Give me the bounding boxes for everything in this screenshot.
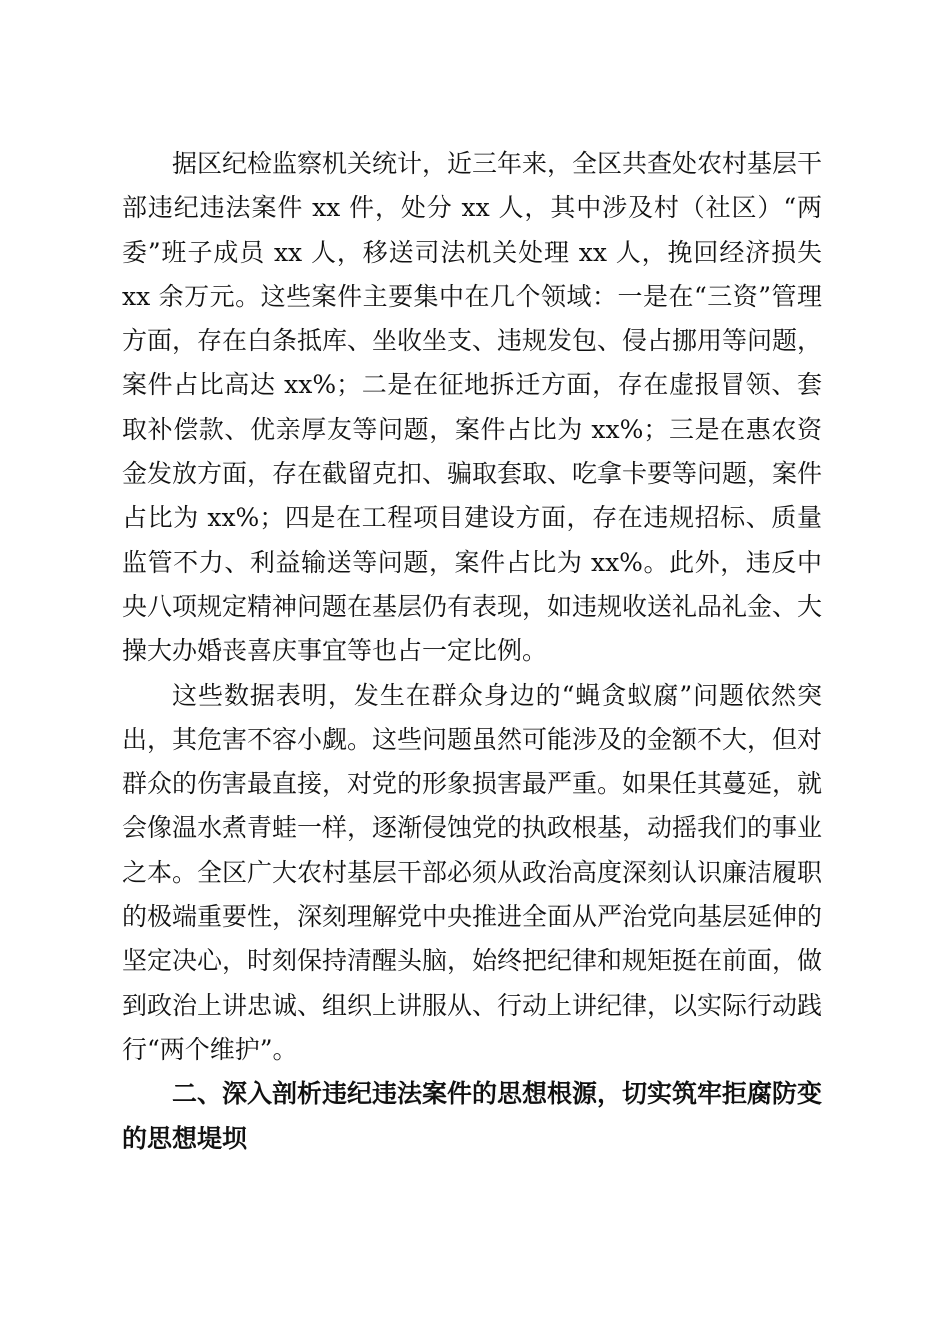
paragraph-data-analysis: 这些数据表明，发生在群众身边的“蝇贪蚁腐”问题依然突出，其危害不容小觑。这些问题虽然可能涉及的金额不大，但对群众的伤害最直接，对党的形象损害最严重。如果任其蔓延，就会像温水煮青蛙一样，逐渐侵蚀党的执政根基，动摇我们的事业之本。全区广大农村基层干部必须从政治高度深刻认识廉洁履职的极端重要性，深刻理解党中央推进全面从严治党向基层延伸的坚定决心，时刻保持清醒头脑，始终把纪律和规矩挺在前面，做到政治上讲忠诚、组织上讲服从、行动上讲纪律，以实际行动践行“两个维护”。 xyxy=(122,680,823,1064)
section-heading: 二、深入剖析违纪违法案件的思想根源，切实筑牢拒腐防变的思想堤坝 xyxy=(122,1079,823,1153)
paragraph-case-statistics: 据区纪检监察机关统计，近三年来，全区共查处农村基层干部违纪违法案件 xx 件，处分 xx 人，其中涉及村（社区）“两委”班子成员 xx 人，移送司法机关处理 xx 人，挽回经济损失 xx 余万元。这些案件主要集中在几个领域：一是在“三资”管理方面，存在白条抵库、坐收坐支、违规发包、侵占挪用等问题，案件占比高达 xx%；二是在征地拆迁方面，存在虚报冒领、套取补偿款、优亲厚友等问题，案件占比为 xx%；三是在惠农资金发放方面，存在截留克扣、骗取套取、吃拿卡要等问题，案件占比为 xx%；四是在工程项目建设方面，存在违规招标、质量监管不力、利益输送等问题，案件占比为 xx%。此外，违反中央八项规定精神问题在基层仍有表现，如违规收送礼品礼金、大操大办婚丧喜庆事宜等也占一定比例。 xyxy=(122,149,823,666)
document-page xyxy=(122,142,822,1161)
